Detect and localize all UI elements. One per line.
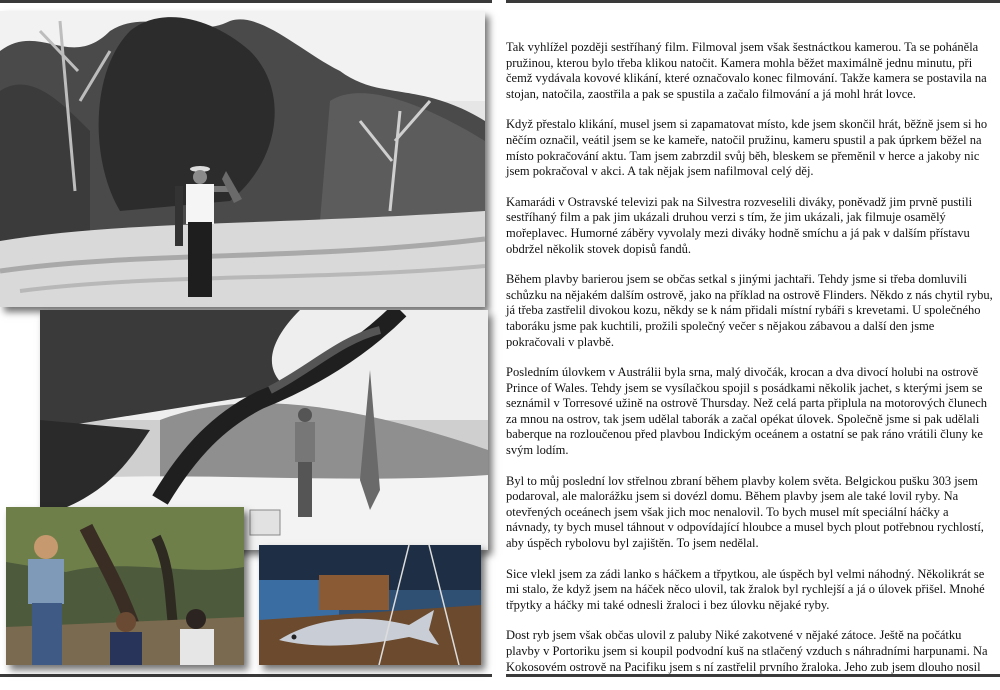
photo-hunter-on-track	[0, 11, 485, 307]
paragraph: Byl to můj poslední lov střelnou zbraní během plavby kolem světa. Belgickou pušku 303 jsem podaroval, ale malorážku jsem si dovézl domu. Během plavby jsem ale také lovil ryby. Na otevřených oceánech jsem však jich moc nenalovil. To bych musel mít speciální háčky a návnady, ty bych musel táhnout v odpovídající hloubce a musel bych plout potřebnou rychlostí, aby úspěch rybolovu byl zajištěn. To jsem nedělal.	[506, 473, 984, 551]
top-left-rule	[0, 0, 492, 3]
photo-fish-on-deck	[259, 545, 481, 665]
paragraph: Když přestalo klikání, musel jsem si zapamatovat místo, kde jsem skončil hrát, běžně jsem si ho něčím označil, veátil jsem se ke kameře, natočil pružinu, kameru spustil a pak úprkem běžel na místo pokračování aktu. Tam jsem zabrzdil svůj běh, bleskem se přeměnil v herce a jakoby nic jsem pokračoval v akci. A tak nějak jsem nafilmoval celý děj.	[506, 117, 988, 179]
paragraph: Dost ryb jsem však občas ulovil z paluby Niké zakotvené v nějaké zátoce. Ještě na počátku plavby v Portoriku jsem si koupil podvodní kuš na stlačený vzduch s náhradními harpunami. Na Kokosovém ostrově na Pacifiku jsem s ní zastřelil prvního žraloka. Jeho zub jsem dlouho nosil	[506, 628, 988, 674]
paragraph: Kamarádi v Ostravské televizi pak na Silvestra rozveselili diváky, poněvadž jim prvně pustili sestříhaný film a pak jim ukázali druhou verzi s tím, že jim ukázali, jak filmuje osamělý mořeplavec. Humorné záběry vyvolaly mezi diváky hodně smíchu a já pak v dalším přístavu obdržel několik stovek dopisů fandů.	[506, 194, 973, 256]
photo-camp-people-svg	[6, 507, 244, 665]
top-right-rule	[506, 0, 1000, 3]
photo-camp-people	[6, 507, 244, 665]
paragraph: Posledním úlovkem v Austrálii byla srna, malý divočák, krocan a dva divocí holubi na ostrově Prince of Wales. Tehdy jsem se vysílačkou spojil s posádkami několik jachet, s kterými jsem se seznámil v Torresové užině na ostrově Thursday. Než celá parta připlula na motorových člunech za mnou na ostrov, tak jsem udělal taborák a začal opékat úlovek. Společně jsme si pak udělali baberque na rozloučenou před plavbou Indickým oceánem a ostatní se pak ráno vrátili čluny ke svým lodím.	[506, 365, 988, 458]
paragraph: Sice vlekl jsem za zádi lanko s háčkem a třpytkou, ale úspěch byl velmi náhodný. Několikrát se mi stalo, že když jsem na háček něco ulovil, tak žralok byl rychlejší a já o úlovek přišel. Mnohé třpytky a háčky mi také odnesli žraloci i bez úlovku nějaké ryby.	[506, 566, 985, 612]
photo-hunter-svg	[0, 11, 485, 307]
paragraph: Tak vyhlížel později sestříhaný film. Filmoval jsem však šestnáctkou kamerou. Ta se poháněla pružinou, kterou bylo třeba klikou natočit. Kamera mohla běžet maximálně jednu minutu, při čemž vydávala kovové klikání, které označovalo konec filmování. Takže kamera se postavila na stojan, natočila, zaostřila a pak se spustila a začalo filmování a já mohl hrát lovce.	[506, 40, 987, 101]
article-text	[506, 40, 994, 690]
photo-fish-on-deck-svg	[259, 545, 481, 665]
paragraph: Během plavby barierou jsem se občas setkal s jinými jachtaři. Tehdy jsme si třeba domluvili schůzku na nějakém dalším ostrově, jako na příklad na ostrově Flinders. Někdo z nás chytil rybu, já třeba zastřelil divokou kozu, někdy se k nám přidali místní rybáři s krevetami. U společného taboráku jsme pak kuchtili, prožili společný večer s nějakou zábavou a další den jsme pokračovali v plavbě.	[506, 272, 993, 349]
